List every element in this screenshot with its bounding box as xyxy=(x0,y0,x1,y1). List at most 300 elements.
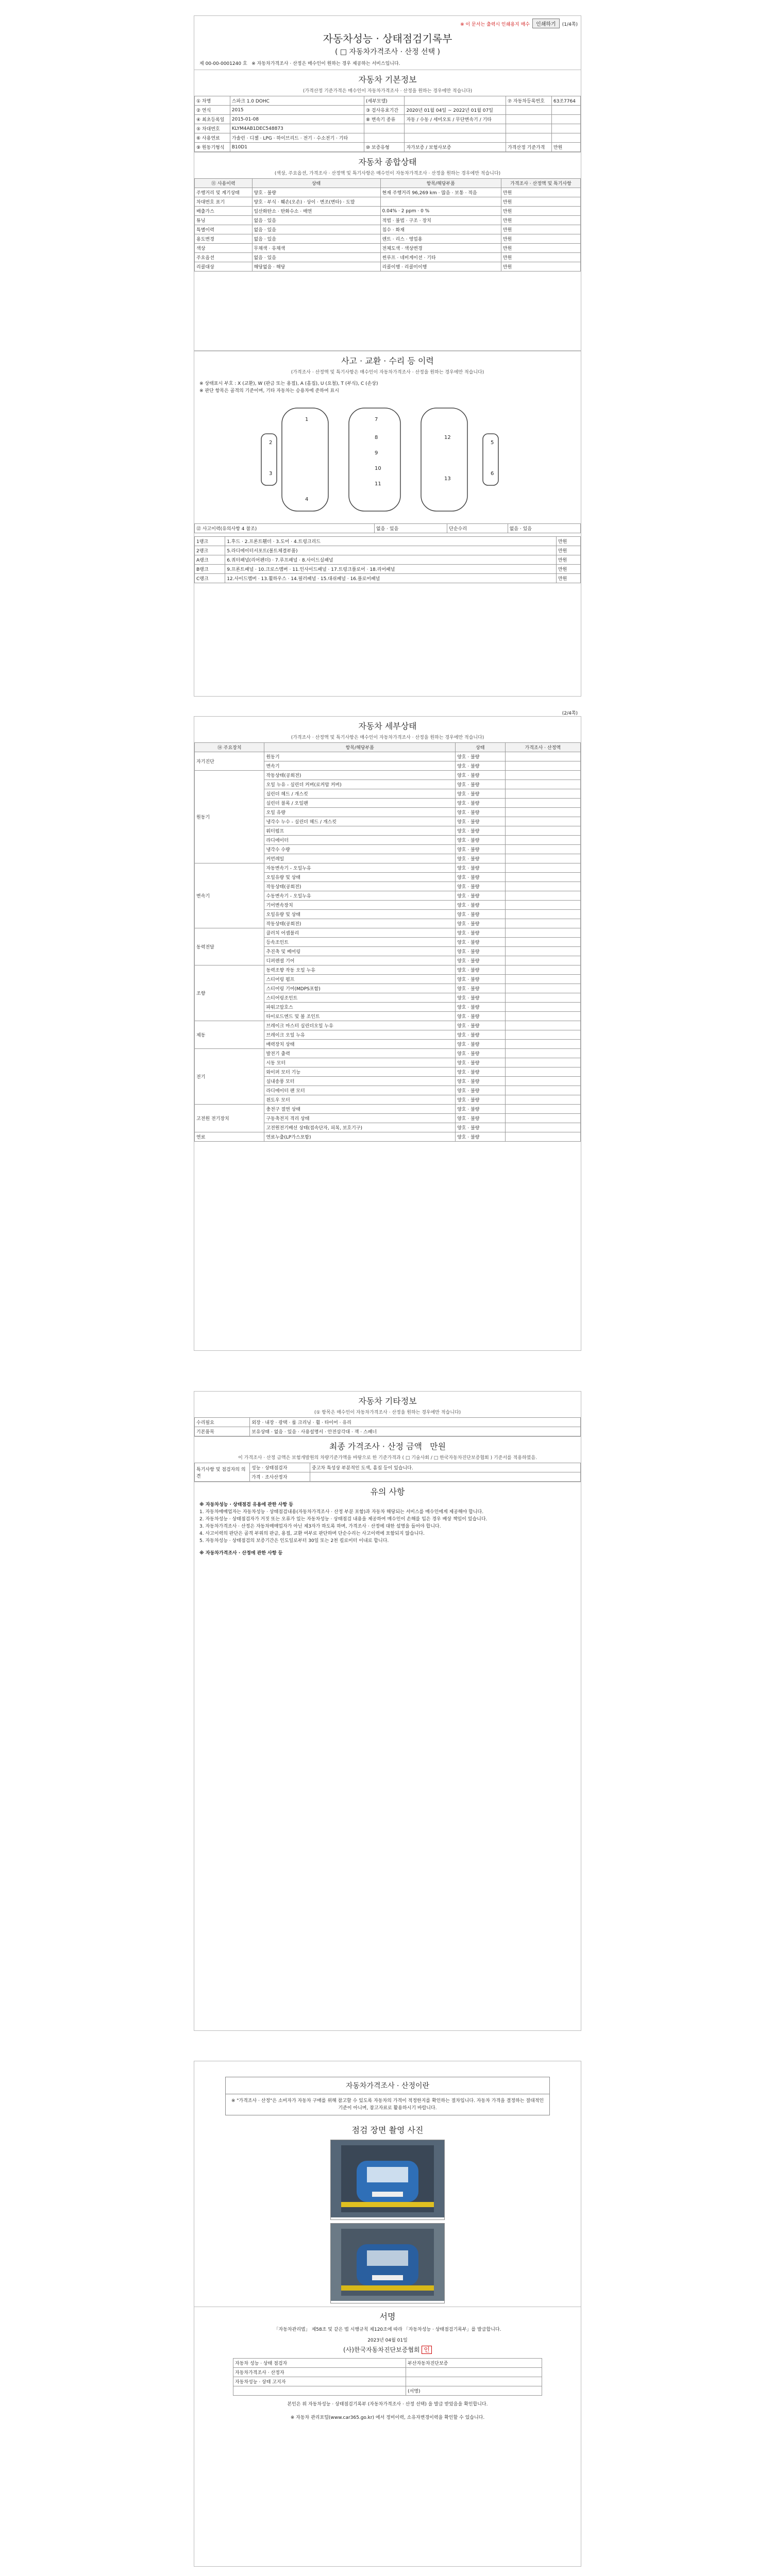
detail-item: 파워고압호스 xyxy=(264,1003,456,1012)
basic-key: ① 차명 xyxy=(195,96,230,106)
detail-state: 양호 · 불량 xyxy=(456,854,505,863)
legend-line-2: ※ 판단 항목은 골격의 기준이며, 기타 자동차는 승용차에 준하여 표시 xyxy=(199,388,339,394)
appraiser-label: 가격 · 조사산정자 xyxy=(250,1472,310,1482)
appraiser-opinion xyxy=(310,1472,581,1482)
detail-state: 양호 · 불량 xyxy=(456,984,505,993)
basic-value: 자동 / 수동 / 세미오토 / 무단변속기 / 기타 xyxy=(405,115,506,124)
detail-header: ⑭ 주요장치 xyxy=(195,743,264,752)
etc-table xyxy=(194,1417,581,1436)
detail-item: 고전원전기배선 상태(접속단자, 피복, 보호기구) xyxy=(264,1123,456,1132)
overall-header: 상태 xyxy=(252,179,380,188)
detail-state: 양호 · 불량 xyxy=(456,882,505,891)
detail-price xyxy=(505,1077,580,1086)
detail-item: 스티어링 펌프 xyxy=(264,975,456,984)
basic-key: 가격산정 기준가격 xyxy=(506,143,551,152)
rank-key: 2랭크 xyxy=(195,546,225,555)
detail-row xyxy=(195,928,581,938)
detail-group: 자기진단 xyxy=(195,752,264,771)
detail-price xyxy=(505,919,580,928)
detail-item: 연료누출(LP가스포함) xyxy=(264,1132,456,1142)
page-2 xyxy=(194,711,581,1351)
basic-key: ⑤ 차대번호 xyxy=(195,124,230,133)
detail-state: 양호 · 불량 xyxy=(456,826,505,836)
basic-key xyxy=(506,124,551,133)
panel-number: 5 xyxy=(491,440,494,446)
sign-value xyxy=(406,2368,542,2377)
page-1b xyxy=(194,350,581,697)
basic-info-title: 자동차 기본정보 xyxy=(194,70,581,86)
panel-number: 4 xyxy=(305,497,309,502)
basic-row xyxy=(195,96,581,106)
detail-price xyxy=(505,1095,580,1105)
detail-item: 오일 유량 xyxy=(264,808,456,817)
detail-price xyxy=(505,1049,580,1058)
info-box-text: ※ "가격조사 · 산정"은 소비자가 자동차 구매를 위해 참고할 수 있도록 자동차의 가격이 적정한지를 확인하는 절차입니다. 자동차 가격을 결정하는 절대적인 기준이 아니며, 참고자료로 활용하시기 바랍니다. xyxy=(231,2098,544,2111)
overall-item: 특별이력 xyxy=(195,225,253,234)
detail-price xyxy=(505,965,580,975)
detail-price xyxy=(505,817,580,826)
detail-state: 양호 · 불량 xyxy=(456,891,505,901)
rank-key: B랭크 xyxy=(195,565,225,574)
garage-photo-rear xyxy=(331,2224,444,2301)
overall-detail: 현재 주행거리 96,269 km · 많음 · 보통 · 적음 xyxy=(380,188,501,197)
detail-state: 양호 · 불량 xyxy=(456,808,505,817)
rank-value: 1.후드 · 2.프론트휀더 · 3.도어 · 4.트렁크리드 xyxy=(225,537,557,546)
detail-item: 원동기 xyxy=(264,752,456,761)
basic-value: 스파크 1.0 DOHC xyxy=(230,96,364,106)
detail-state: 양호 · 불량 xyxy=(456,836,505,845)
overall-item: 차대번호 표기 xyxy=(195,197,253,207)
print-notice: ※ 이 문서는 출력시 인쇄용지 매수 xyxy=(460,22,530,27)
detail-price xyxy=(505,1003,580,1012)
detail-item: 작동상태(공회전) xyxy=(264,919,456,928)
overall-item: 튜닝 xyxy=(195,216,253,225)
simple-repair-value: 없음 · 있음 xyxy=(508,524,580,533)
basic-key: ⑧ 변속기 종류 xyxy=(364,115,404,124)
doc-notice: ※ 자동차가격조사 · 산정은 매수인이 원하는 경우 제공하는 서비스입니다. xyxy=(251,61,400,66)
basic-key: ② 연식 xyxy=(195,106,230,115)
detail-group: 연료 xyxy=(195,1132,264,1142)
sign-key: 자동차가격조사 · 산정자 xyxy=(233,2368,406,2377)
no-label: 제 xyxy=(199,61,204,66)
detail-price xyxy=(505,1123,580,1132)
sign-row xyxy=(233,2359,542,2368)
panel-number: 7 xyxy=(375,417,378,422)
panel-number: 2 xyxy=(269,440,273,446)
detail-price xyxy=(505,1030,580,1040)
detail-state: 양호 · 불량 xyxy=(456,761,505,771)
detail-state: 양호 · 불량 xyxy=(456,1132,505,1142)
detail-item: 스티어링조인트 xyxy=(264,993,456,1003)
basic-key: ③ 검사유효기간 xyxy=(364,106,404,115)
accident-history-value: 없음 · 있음 xyxy=(374,524,447,533)
overall-state: 없음 · 있음 xyxy=(252,234,380,244)
sign-row xyxy=(233,2368,542,2377)
detail-item: 라디에이터 xyxy=(264,836,456,845)
detail-state: 양호 · 불량 xyxy=(456,1030,505,1040)
inspection-photo-2 xyxy=(330,2223,445,2303)
panel-number: 13 xyxy=(444,476,451,482)
document-number-row xyxy=(194,57,581,70)
detail-price xyxy=(505,901,580,910)
detail-state: 양호 · 불량 xyxy=(456,752,505,761)
detail-price xyxy=(505,780,580,789)
detail-item: 추진축 및 베어링 xyxy=(264,947,456,956)
detail-item: 브레이크 마스터 실린더오일 누유 xyxy=(264,1021,456,1030)
basic-key: (세부모델) xyxy=(364,96,404,106)
inspector-opinion: 중고차 특성상 부분적인 도색, 흠집 등이 있습니다. xyxy=(310,1463,581,1472)
etc-key: 수리필요 xyxy=(195,1418,250,1427)
etc-row xyxy=(195,1427,581,1436)
detail-price xyxy=(505,956,580,965)
detail-item: 실린더 블록 / 오일팬 xyxy=(264,799,456,808)
overall-price: 만원 xyxy=(501,262,580,272)
detail-sub: (가격조사 · 산정액 및 특기사항은 매수인이 자동차가격조사 · 산정을 원하는 경우에만 적습니다) xyxy=(291,735,484,740)
detail-item: 발전기 출력 xyxy=(264,1049,456,1058)
overall-price: 만원 xyxy=(501,234,580,244)
print-button[interactable]: 인쇄하기 xyxy=(532,19,560,28)
overall-header: 가격조사 · 산정액 및 특기사항 xyxy=(501,179,580,188)
detail-state: 양호 · 불량 xyxy=(456,799,505,808)
etc-title: 자동차 기타정보 xyxy=(358,1396,417,1406)
sign-key xyxy=(233,2386,406,2396)
notes-lines xyxy=(199,1509,576,1545)
detail-price xyxy=(505,1040,580,1049)
basic-row xyxy=(195,115,581,124)
detail-price xyxy=(505,1132,580,1142)
detail-item: 작동상태(공회전) xyxy=(264,771,456,780)
overall-header: 항목/해당부품 xyxy=(380,179,501,188)
detail-price xyxy=(505,845,580,854)
rank-key: C랭크 xyxy=(195,574,225,583)
basic-value xyxy=(551,106,580,115)
panel-number: 3 xyxy=(269,471,273,477)
detail-item: 오일 누유 - 실린더 커버(로커암 커버) xyxy=(264,780,456,789)
overall-price: 만원 xyxy=(501,244,580,253)
detail-header: 상태 xyxy=(456,743,505,752)
detail-header-row xyxy=(195,743,581,752)
document-title: 자동차성능 · 상태점검기록부 xyxy=(323,32,452,45)
detail-price xyxy=(505,799,580,808)
detail-state: 양호 · 불량 xyxy=(456,965,505,975)
detail-item: 냉각수 수량 xyxy=(264,845,456,854)
basic-info-sub: (가격산정 기준가격은 매수인이 자동차가격조사 · 산정을 원하는 경우에만 적습니다) xyxy=(303,89,473,94)
overall-state: 해당없음 · 해당 xyxy=(252,262,380,272)
basic-row xyxy=(195,133,581,143)
detail-item: 클러치 어셈블리 xyxy=(264,928,456,938)
sign-key: 자동차성능 · 상태 고지자 xyxy=(233,2377,406,2386)
overall-state: 없음 · 있음 xyxy=(252,253,380,262)
detail-state: 양호 · 불량 xyxy=(456,956,505,965)
detail-price xyxy=(505,863,580,873)
overall-item: 주요옵션 xyxy=(195,253,253,262)
overall-header-row xyxy=(195,179,581,188)
detail-state: 양호 · 불량 xyxy=(456,1105,505,1114)
detail-title: 자동차 세부상태 xyxy=(358,721,417,731)
overall-item: 리콜대상 xyxy=(195,262,253,272)
overall-detail: 렌트 · 리스 · 영업용 xyxy=(380,234,501,244)
overall-item: 주행거리 및 계기상태 xyxy=(195,188,253,197)
detail-item: 오일유량 및 상태 xyxy=(264,873,456,882)
panel-number: 10 xyxy=(375,466,381,471)
accident-history-label: ⑫ 사고이력(유의사항 4 참조) xyxy=(195,524,375,533)
rank-key: 1랭크 xyxy=(195,537,225,546)
detail-state: 양호 · 불량 xyxy=(456,910,505,919)
detail-state: 양호 · 불량 xyxy=(456,1067,505,1077)
detail-row xyxy=(195,1105,581,1114)
detail-item: 충전구 절연 상태 xyxy=(264,1105,456,1114)
panel-number: 12 xyxy=(444,435,451,440)
rank-value: 9.프론트패널 · 10.크로스멤버 · 11.인사이드패널 · 17.트렁크플로어 · 18.리어패널 xyxy=(225,565,557,574)
rank-row xyxy=(195,555,581,565)
accident-flags-table xyxy=(194,523,581,533)
rank-value: 6.쿼터패널(리어펜더) · 7.루프패널 · 8.사이드실패널 xyxy=(225,555,557,565)
overall-row xyxy=(195,253,581,262)
basic-key: ⑦ 자동차등록번호 xyxy=(506,96,551,106)
overall-price: 만원 xyxy=(501,216,580,225)
inspector-label: 성능 · 상태점검자 xyxy=(250,1463,310,1472)
overall-detail xyxy=(380,197,501,207)
car-frame-view xyxy=(349,408,400,511)
detail-item: 윈도우 모터 xyxy=(264,1095,456,1105)
detail-row xyxy=(195,1049,581,1058)
detail-price xyxy=(505,826,580,836)
overall-detail: 적법 · 불법 · 구조 · 장치 xyxy=(380,216,501,225)
basic-info-table xyxy=(194,96,581,152)
price-title-text: 최종 가격조사 · 산정 금액 xyxy=(329,1442,422,1451)
detail-state: 양호 · 불량 xyxy=(456,780,505,789)
detail-item: 기어변속장치 xyxy=(264,901,456,910)
sign-footer: 본인은 위 자동차성능 · 상태점검기록부 (자동차가격조사 · 산정 선택) 을 발급 받았음을 확인합니다. xyxy=(287,2402,488,2407)
detail-item: 라디에이터 팬 모터 xyxy=(264,1086,456,1095)
detail-state: 양호 · 불량 xyxy=(456,873,505,882)
detail-item: 냉각수 누수 - 실린더 헤드 / 개스킷 xyxy=(264,817,456,826)
panel-number: 6 xyxy=(491,471,494,477)
rank-key: A랭크 xyxy=(195,555,225,565)
price-table xyxy=(194,1463,581,1482)
no-suffix: 호 xyxy=(242,61,247,66)
detail-price xyxy=(505,836,580,845)
overall-sub: (색상, 주요옵션, 가격조사 · 산정액 및 특기사항은 매수인이 자동차가격조사 · 산정을 원하는 경우에만 적습니다) xyxy=(274,171,501,176)
overall-row xyxy=(195,244,581,253)
overall-price: 만원 xyxy=(501,188,580,197)
page-2-number: (2/4쪽) xyxy=(562,711,578,716)
etc-value: 외장 · 내장 · 광택 · 룸 크리닝 · 휠 · 타이어 · 유리 xyxy=(250,1418,581,1427)
detail-item: 등속조인트 xyxy=(264,938,456,947)
detail-price xyxy=(505,938,580,947)
rank-value: 12.사이드멤버 · 13.휠하우스 · 14.필러패널 · 15.대쉬패널 · 16.플로어패널 xyxy=(225,574,557,583)
detail-item: 배력장치 상태 xyxy=(264,1040,456,1049)
basic-value xyxy=(405,133,506,143)
detail-price xyxy=(505,984,580,993)
detail-state: 양호 · 불량 xyxy=(456,1021,505,1030)
sign-date: 2023년 04월 01일 xyxy=(367,2338,408,2343)
detail-item: 작동상태(공회전) xyxy=(264,882,456,891)
notes-heading-2: ※ 자동차가격조사 · 산정에 관한 사항 등 xyxy=(199,1551,283,1556)
inspection-photo-1 xyxy=(330,2140,445,2220)
detail-price xyxy=(505,789,580,799)
basic-row xyxy=(195,143,581,152)
note-line: 3. 자동차가격조사 · 산정은 자동차매매업자가 아닌 제3자가 하도록 하며, 가격조사 · 산정에 대한 설명을 들어야 합니다. xyxy=(199,1524,441,1529)
detail-state: 양호 · 불량 xyxy=(456,1086,505,1095)
overall-item: 색상 xyxy=(195,244,253,253)
detail-state: 양호 · 불량 xyxy=(456,938,505,947)
basic-value: B10D1 xyxy=(230,143,364,152)
basic-key xyxy=(364,133,404,143)
detail-group: 동력전달 xyxy=(195,928,264,965)
detail-state: 양호 · 불량 xyxy=(456,947,505,956)
overall-row xyxy=(195,262,581,272)
basic-key: ⑥ 사용연료 xyxy=(195,133,230,143)
no-value: 00-00-0001240 xyxy=(205,61,242,66)
detail-price xyxy=(505,808,580,817)
detail-state: 양호 · 불량 xyxy=(456,1114,505,1123)
basic-row xyxy=(195,106,581,115)
rank-table xyxy=(194,536,581,583)
overall-item: 배출가스 xyxy=(195,207,253,216)
detail-state: 양호 · 불량 xyxy=(456,1058,505,1067)
car-bottom-view xyxy=(421,408,467,511)
basic-value xyxy=(405,124,506,133)
overall-detail: 썬루프 · 네비게이션 · 기타 xyxy=(380,253,501,262)
overall-detail: 전체도색 · 색상변경 xyxy=(380,244,501,253)
basic-value: 2020년 01월 04일 ~ 2022년 01월 07일 xyxy=(405,106,506,115)
simple-repair-label: 단순수리 xyxy=(447,524,508,533)
overall-price: 만원 xyxy=(501,207,580,216)
basic-key: ⑨ 원동기형식 xyxy=(195,143,230,152)
basic-value: 만원 xyxy=(551,143,580,152)
note-line: 1. 자동차매매업자는 자동차성능 · 상태점검내용(자동차가격조사 · 산정 부분 포함)과 자동차 해당되는 서비스를 매수인에게 제공해야 합니다. xyxy=(199,1510,484,1515)
basic-value: KLYM4AB1DEC548873 xyxy=(230,124,364,133)
note-line: 5. 자동차성능 · 상태점검의 보증기간은 인도일로부터 30일 또는 2천 킬로미터 이내로 합니다. xyxy=(199,1538,389,1544)
detail-price xyxy=(505,928,580,938)
basic-key: ④ 최초등록일 xyxy=(195,115,230,124)
detail-item: 시동 모터 xyxy=(264,1058,456,1067)
basic-key xyxy=(506,115,551,124)
price-sub: 이 가격조사 · 산정 금액은 보험개발원의 차량기준가액을 바탕으로 한 기준가격과 ( □ 기술사회 / □ 한국자동차진단보증협회 ) 기준서를 적용하였음. xyxy=(238,1455,537,1461)
detail-price xyxy=(505,873,580,882)
overall-row xyxy=(195,197,581,207)
detail-row xyxy=(195,752,581,761)
detail-group: 고전원 전기장치 xyxy=(195,1105,264,1132)
basic-row xyxy=(195,124,581,133)
rank-price: 만원 xyxy=(556,546,580,555)
basic-value xyxy=(551,124,580,133)
detail-state: 양호 · 불량 xyxy=(456,928,505,938)
info-box xyxy=(225,2077,550,2115)
org-stamp: 인 xyxy=(422,2346,432,2354)
overall-table xyxy=(194,178,581,272)
detail-price xyxy=(505,891,580,901)
detail-item: 워터펌프 xyxy=(264,826,456,836)
rank-price: 만원 xyxy=(556,574,580,583)
rank-price: 만원 xyxy=(556,565,580,574)
detail-price xyxy=(505,1067,580,1077)
notes-body xyxy=(194,1498,581,1560)
page-3 xyxy=(194,1391,581,2031)
detail-group: 제동 xyxy=(195,1021,264,1049)
detail-item: 와이퍼 모터 기능 xyxy=(264,1067,456,1077)
detail-state: 양호 · 불량 xyxy=(456,901,505,910)
basic-value: 2015 xyxy=(230,106,364,115)
overall-item: 용도변경 xyxy=(195,234,253,244)
basic-key xyxy=(506,133,551,143)
overall-row xyxy=(195,188,581,197)
notes-heading-1: ※ 자동차성능 · 상태점검 유용에 관한 사항 등 xyxy=(199,1502,293,1507)
rank-row xyxy=(195,565,581,574)
detail-price xyxy=(505,1058,580,1067)
detail-header: 항목/해당부품 xyxy=(264,743,456,752)
panel-number: 8 xyxy=(375,435,378,440)
basic-key xyxy=(506,106,551,115)
detail-state: 양호 · 불량 xyxy=(456,919,505,928)
detail-row xyxy=(195,1132,581,1142)
detail-group: 전기 xyxy=(195,1049,264,1105)
detail-header: 가격조사 · 산정액 xyxy=(505,743,580,752)
document-subtitle: ( □ 자동차가격조사 · 산정 선택 ) xyxy=(334,48,441,56)
sign-org xyxy=(194,2343,581,2356)
detail-item: 자동변속기 - 오일누유 xyxy=(264,863,456,873)
sign-value xyxy=(406,2377,542,2386)
accident-sub: (가격조사 · 산정액 및 특기사항은 매수인이 자동차가격조사 · 산정을 원하는 경우에만 적습니다) xyxy=(291,370,484,375)
sign-table xyxy=(233,2358,542,2396)
detail-price xyxy=(505,993,580,1003)
overall-state: 양호 · 부식 · 훼손(오손) · 상이 · 변조(변타) · 도말 xyxy=(252,197,380,207)
detail-price xyxy=(505,1086,580,1095)
sign-org-text: (사)한국자동차진단보증협회 xyxy=(343,2346,420,2353)
price-unit: 만원 xyxy=(430,1442,446,1451)
basic-key: ⑩ 보증유형 xyxy=(364,143,404,152)
panel-number: 1 xyxy=(305,417,309,422)
detail-price xyxy=(505,1105,580,1114)
etc-value: 보유상태 · 없음 · 있음 · 사용설명서 · 안전삼각대 · 잭 · 스패너 xyxy=(250,1427,581,1436)
overall-detail: 침수 · 화재 xyxy=(380,225,501,234)
detail-row xyxy=(195,771,581,780)
detail-state: 양호 · 불량 xyxy=(456,1049,505,1058)
car-diagram xyxy=(194,398,580,521)
overall-detail: 리콜이행 · 리콜미이행 xyxy=(380,262,501,272)
detail-price xyxy=(505,882,580,891)
note-line: 2. 자동차성능 · 상태점검자가 거짓 또는 오류가 있는 자동차성능 · 상태점검 내용을 제공하여 매수인이 손해를 입은 경우 배상 책임이 있습니다. xyxy=(199,1517,488,1522)
basic-value: 2015-01-08 xyxy=(230,115,364,124)
sign-value: (서명) xyxy=(406,2386,542,2396)
page-1 xyxy=(194,15,581,351)
detail-state: 양호 · 불량 xyxy=(456,863,505,873)
etc-key: 기본품목 xyxy=(195,1427,250,1436)
detail-row xyxy=(195,1021,581,1030)
rank-row xyxy=(195,537,581,546)
rank-row xyxy=(195,546,581,555)
detail-item: 실내송풍 모터 xyxy=(264,1077,456,1086)
overall-price: 만원 xyxy=(501,253,580,262)
detail-item: 스티어링 기어(MDPS포함) xyxy=(264,984,456,993)
rank-value: 5.라디에이터서포트(볼트체결부품) xyxy=(225,546,557,555)
detail-state: 양호 · 불량 xyxy=(456,1123,505,1132)
detail-item: 구동축전지 격리 상태 xyxy=(264,1114,456,1123)
detail-row xyxy=(195,863,581,873)
garage-photo-front xyxy=(331,2140,444,2217)
etc-sub: (① 항목은 매수인이 자동차가격조사 · 산정을 원하는 경우에만 적습니다) xyxy=(314,1410,461,1415)
overall-price: 만원 xyxy=(501,225,580,234)
car-top-view xyxy=(282,408,328,511)
detail-item: 타이로드엔드 및 볼 조인트 xyxy=(264,1012,456,1021)
page-4 xyxy=(194,2061,581,2567)
overall-detail: 0.04% · 2 ppm · 0 % xyxy=(380,207,501,216)
detail-price xyxy=(505,1021,580,1030)
note-line: 4. 사고이력의 판단은 골격 부위의 판금, 용접, 교환 여부로 판단하며 단순수리는 사고이력에 포함되지 않습니다. xyxy=(199,1531,425,1536)
basic-value xyxy=(551,115,580,124)
detail-item: 커먼레일 xyxy=(264,854,456,863)
